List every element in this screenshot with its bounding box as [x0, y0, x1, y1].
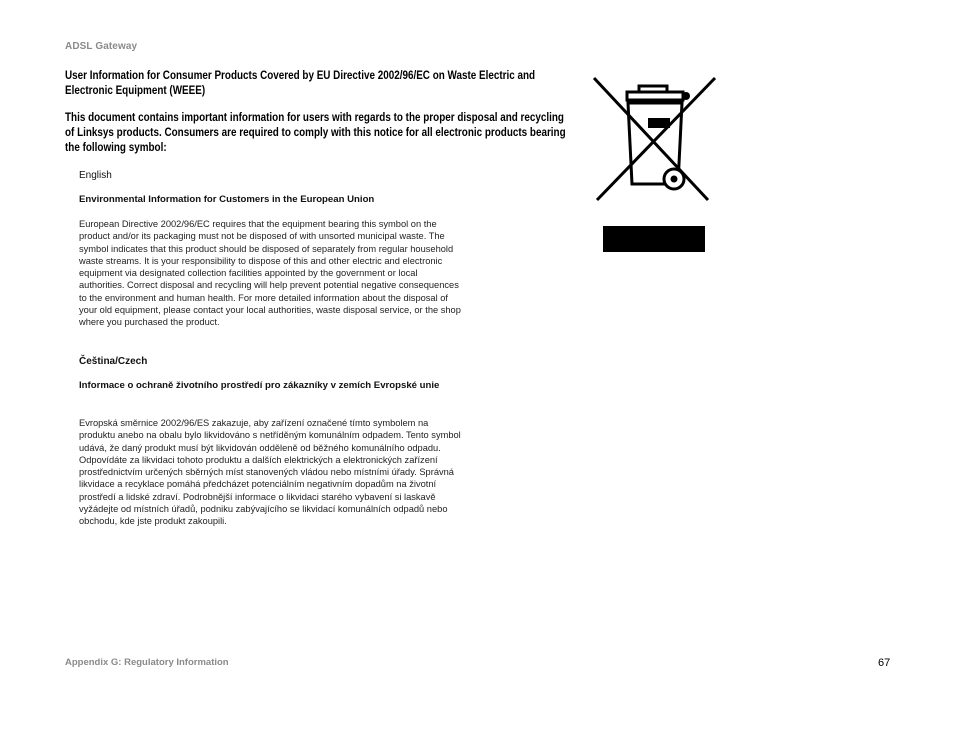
section-body-czech: Evropská směrnice 2002/96/ES zakazuje, aby zařízení označené tímto symbolem na produktu anebo na obalu bylo likvidováno s netříděným komunálním odpadem. Tento symbol udává, že daný produkt musí být likvidován odděleně od běžného komunálního odpadu. Odpovídáte za likvidaci tohoto produktu a dalších elektrických a elektronických zařízení prostřednictvím určených sběrných míst stanovených vládou nebo místními úřady. Správná likvidace a recyklace pomáhá předcházet potenciálním negativním dopadům na životní prostředí a lidské zdraví. Podrobnější informace o likvidaci starého vybavení si laskavě vyžádejte od místních úřadů, podniku zabývajícího se likvidací komunálních odpadů nebo obchodu, kde jste produkt zakoupili. [79, 418, 461, 527]
section-language-czech: Čeština/Czech [79, 356, 148, 367]
symbol-black-bar [603, 226, 705, 252]
section-body-english: European Directive 2002/96/EC requires that the equipment bearing this symbol on the product and/or its packaging must not be disposed of with unsorted municipal waste. The symbol indicates that this product should be disposed of separately from regular household waste streams. It is your responsibility to dispose of this and other electric and electronic equipment via designated collection facilities appointed by the government or local authorities. Correct disposal and recycling will help prevent potential negative consequences to the environment and human health. For more detailed information about the disposal of your old equipment, please contact your local authorities, waste disposal service, or the shop where you purchased the product. [79, 219, 461, 328]
page-number: 67 [878, 657, 891, 669]
section-heading-czech: Informace o ochraně životního prostředí pro zákazníky v zemích Evropské unie [79, 380, 440, 391]
section-heading-english: Environmental Information for Customers in the European Union [79, 194, 375, 205]
footer-section-title: Appendix G: Regulatory Information [65, 657, 229, 668]
intro-title: User Information for Consumer Products Covered by EU Directive 2002/96/EC on Waste Electric and Electronic Equipment (WEEE) [65, 70, 536, 97]
crossed-out-wheelie-bin-icon [592, 76, 718, 204]
intro-body: This document contains important information for users with regards to the proper disposal and recycling of Linksys products. Consumers are required to comply with this notice for all electronic products bearing the following symbol: [65, 112, 566, 154]
running-header: ADSL Gateway [65, 41, 138, 52]
section-language-english: English [79, 170, 112, 181]
